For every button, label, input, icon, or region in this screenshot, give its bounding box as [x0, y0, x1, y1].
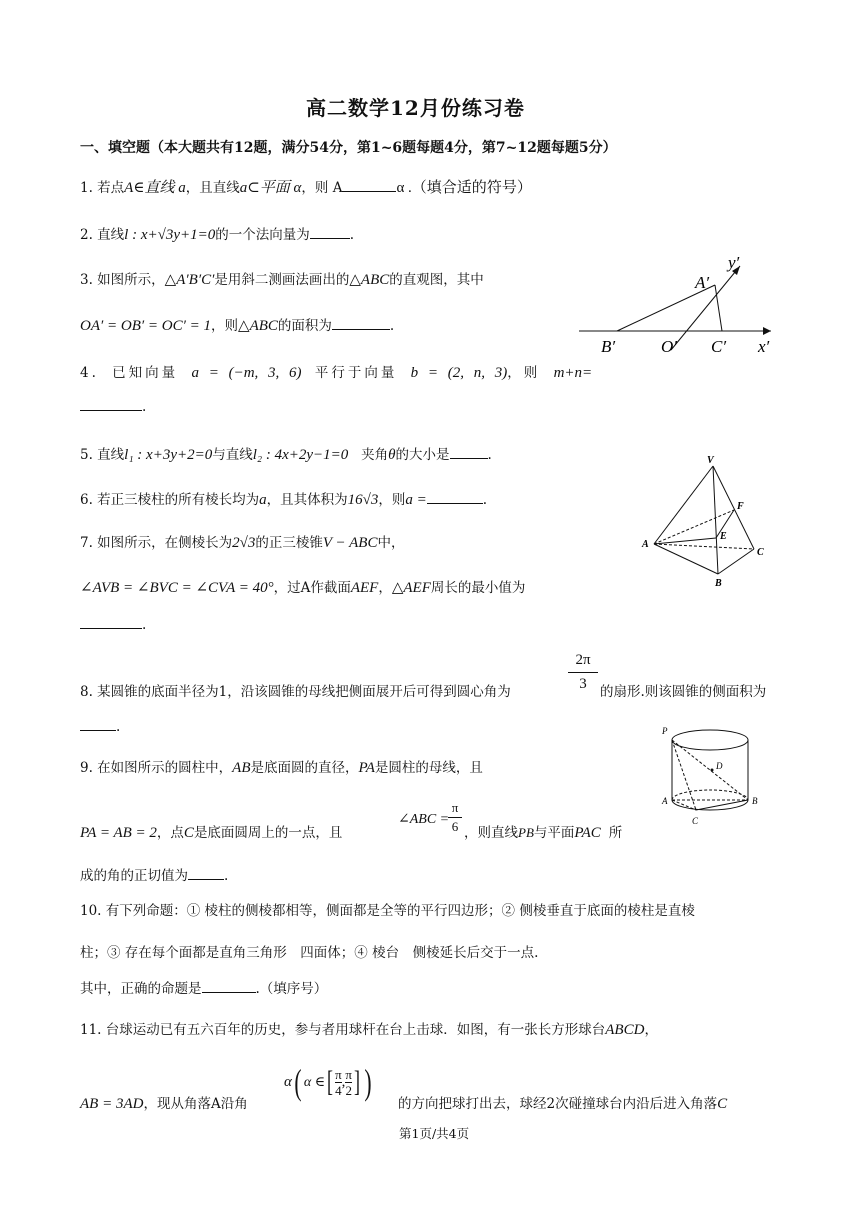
- label-x-prime: x′: [758, 337, 770, 356]
- label-y-prime: y′: [728, 253, 740, 272]
- label-e: E: [720, 531, 727, 542]
- question-5: 5. 直线l₁ : x+3y+2=0与直线l₂ : 4x+2y−1=0 夹角θ的大小是 .: [80, 447, 492, 463]
- question-9-line-3: 成的角的正切值为 .: [80, 868, 229, 884]
- answer-blank[interactable]: [80, 718, 116, 731]
- question-3-line-2: OA′ = OB′ = OC′ = 1，则△ABC的面积为 .: [80, 318, 395, 334]
- question-3-line-1: 3. 如图所示，△A′B′C′是用斜二测画法画出的△ABC的直观图，其中: [80, 272, 484, 288]
- question-11-line-2b: 的方向把球打出去，球经2次碰撞球台内沿后进入角落C: [398, 1096, 728, 1112]
- fraction-pi-over-4: π 4: [335, 1066, 342, 1098]
- question-4-line-2: .: [80, 398, 146, 415]
- label-b-prime: B′: [601, 337, 616, 356]
- label-a-prime: A′: [695, 273, 710, 292]
- angle-abc: ∠ABC =: [398, 812, 450, 827]
- label-b: B: [715, 578, 722, 589]
- question-10-line-1: 10. 有下列命题：① 棱柱的侧棱都相等，侧面都是全等的平行四边形；② 侧棱垂直于底面的棱柱是直棱: [80, 903, 695, 919]
- label-c: C: [692, 816, 699, 826]
- question-1: 1. 若点A∈直线 a，且直线a⊂平面 α，则 A α .（填合适的符号）: [80, 180, 532, 196]
- fraction-pi-over-2: π 2: [345, 1066, 352, 1098]
- answer-blank[interactable]: [188, 867, 224, 880]
- answer-blank[interactable]: [427, 491, 483, 504]
- answer-blank[interactable]: [202, 980, 256, 993]
- question-7-line-1: 7. 如图所示，在侧棱长为2√3的正三棱锥V − ABC中，: [80, 535, 405, 551]
- question-6: 6. 若正三棱柱的所有棱长均为a，且其体积为16√3，则a = .: [80, 492, 488, 508]
- label-f: F: [737, 501, 744, 512]
- question-9-line-2b: ，则直线PB与平面PAC 所: [464, 825, 623, 841]
- answer-blank[interactable]: [342, 179, 396, 192]
- figure-oblique-triangle: [575, 252, 785, 362]
- question-4-line-1: 4. 已知向量 a = (−m, 3, 6) 平行于向量 b = (2, n, 3)，则 m+n=: [80, 365, 593, 381]
- question-11-line-2a: AB = 3AD，现从角落A沿角: [80, 1096, 248, 1112]
- label-p: P: [662, 726, 668, 736]
- answer-blank[interactable]: [80, 616, 142, 629]
- answer-blank[interactable]: [332, 317, 390, 330]
- label-a: A: [642, 539, 649, 550]
- figure-cylinder: [656, 718, 771, 838]
- question-8-line-2: .: [80, 718, 120, 735]
- answer-blank[interactable]: [310, 226, 350, 239]
- label-c-prime: C′: [711, 337, 727, 356]
- question-7-line-2: ∠AVB = ∠BVC = ∠CVA = 40°，过A作截面AEF，△AEF周长的最小值为: [80, 580, 526, 596]
- label-v: V: [707, 455, 714, 466]
- answer-blank[interactable]: [80, 398, 142, 411]
- question-2: 2. 直线l : x+√3y+1=0的一个法向量为 .: [80, 227, 355, 243]
- fraction-2pi-over-3: 2π 3: [568, 651, 598, 694]
- question-8-line-1b: 的扇形.则该圆锥的侧面积为: [600, 684, 767, 700]
- question-11-line-1: 11. 台球运动已有五六百年的历史，参与者用球杆在台上击球．如图，有一张长方形球台ABCD，: [80, 1022, 658, 1038]
- question-10-line-2: 柱；③ 存在每个面都是直角三角形 四面体；④ 棱台 侧棱延长后交于一点.: [80, 945, 539, 961]
- section-heading: 一、填空题（本大题共有12题，满分54分，第1~6题每题4分，第7~12题每题5分）: [80, 140, 617, 156]
- label-b: B: [752, 796, 758, 806]
- question-10-line-3: 其中，正确的命题是 .（填序号）: [80, 981, 328, 997]
- question-9-line-1: 9. 在如图所示的圆柱中，AB是底面圆的直径，PA是圆柱的母线，且: [80, 760, 483, 776]
- question-9-line-2a: PA = AB = 2，点C是底面圆周上的一点，且: [80, 825, 343, 841]
- label-c: C: [757, 547, 764, 558]
- label-a: A: [662, 796, 668, 806]
- answer-blank[interactable]: [450, 446, 488, 459]
- page-title: 高二数学12月份练习卷: [306, 96, 525, 120]
- fraction-pi-over-6: π 6: [448, 800, 462, 835]
- label-o-prime: O′: [661, 337, 677, 356]
- question-8-line-1: 8. 某圆锥的底面半径为1，沿该圆锥的母线把侧面展开后可得到圆心角为: [80, 684, 511, 700]
- angle-range-expression: α ( α ∈ [ π 4 , π 2 ] ): [284, 1062, 372, 1102]
- page-footer: 第1页/共4页: [399, 1126, 470, 1141]
- figure-tetrahedron: [640, 452, 770, 590]
- question-7-line-3: .: [80, 616, 146, 633]
- label-d: D: [716, 761, 723, 771]
